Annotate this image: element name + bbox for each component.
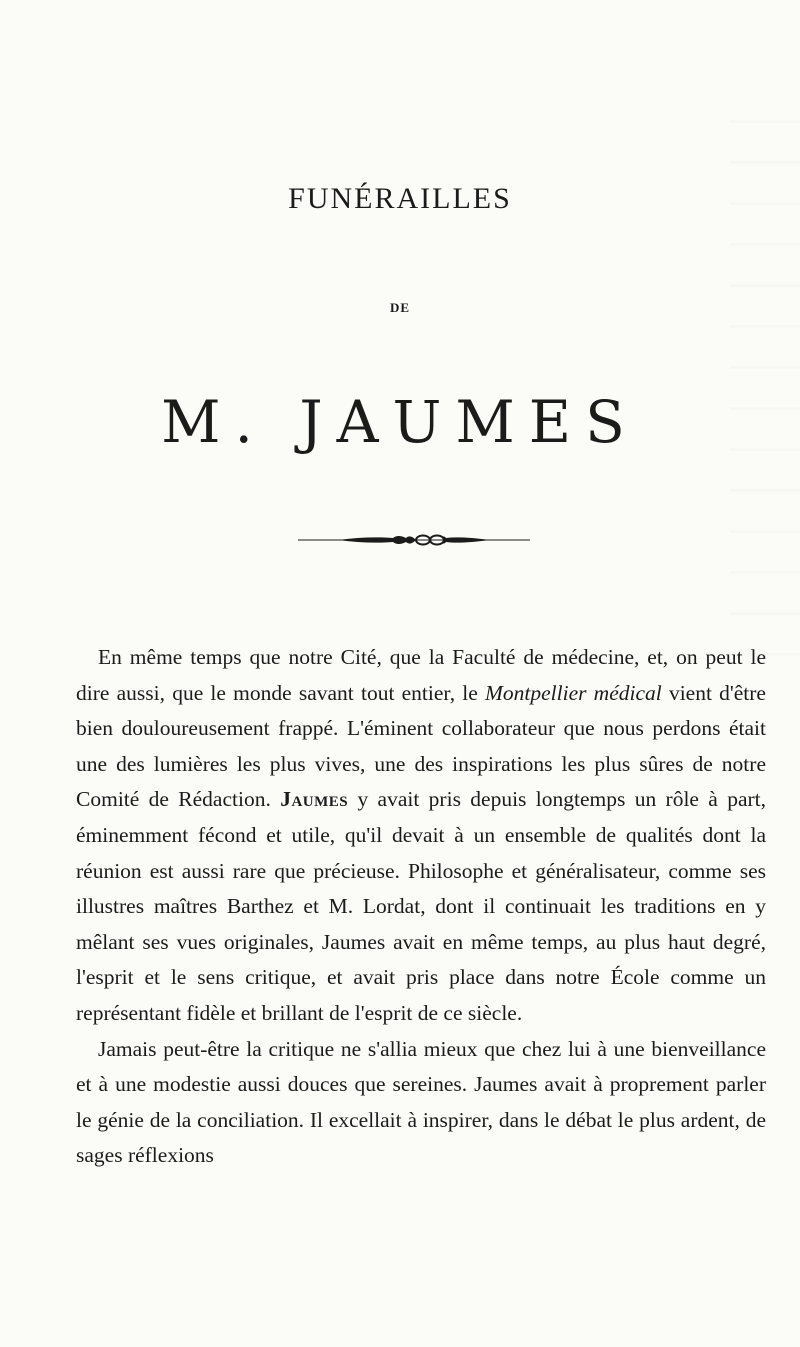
paragraph-2: Jamais peut-être la critique ne s'allia mieux que chez lui à une bienveillance et à une modestie aussi douces que sereines. Jaumes avait à proprement parler le génie de la conciliation. Il excellait à inspirer, dans le débat le plus ardent, de sages réflexions <box>76 1036 766 1168</box>
page-title: FUNÉRAILLES <box>288 182 512 215</box>
person-name-heading: M. JAUMES <box>161 388 639 456</box>
paragraph-1-text-b: vient d'être bien douloureusement frappé. L'éminent collaborateur que nous perdons était une des lumières les plus vives, une des inspirations les plus sûres de notre Comité de Rédaction. <box>76 680 766 812</box>
paragraph-1-text-c: y avait pris depuis longtemps un rôle à part, éminemment fécond et utile, qu'il devait à un ensemble de qualités dont la réunion est aussi rare que précieuse. Philosophe et généralisateur, comme ses illustres maîtres Barthez et M. Lordat, dont il continuait les traditions en y mêlant ses vues originales, Jaumes avait en même temps, au plus haut degré, l'esprit et le sens critique, et avait pris place dans notre École comme un représentant fidèle et brillant de l'esprit de ce siècle. <box>76 787 767 1025</box>
title-connector: DE <box>389 300 411 315</box>
paragraph-1-text-a: En même temps que notre Cité, que la Faculté de médecine, et, on peut le dire aussi, que le monde savant tout entier, le <box>76 645 766 705</box>
paragraph-1 <box>76 640 766 1032</box>
body-text <box>76 640 766 1174</box>
decorative-divider-ornament <box>298 530 530 550</box>
journal-title-italic: Montpellier médical <box>484 680 662 705</box>
surname-smallcaps: Jaumes <box>280 787 349 812</box>
